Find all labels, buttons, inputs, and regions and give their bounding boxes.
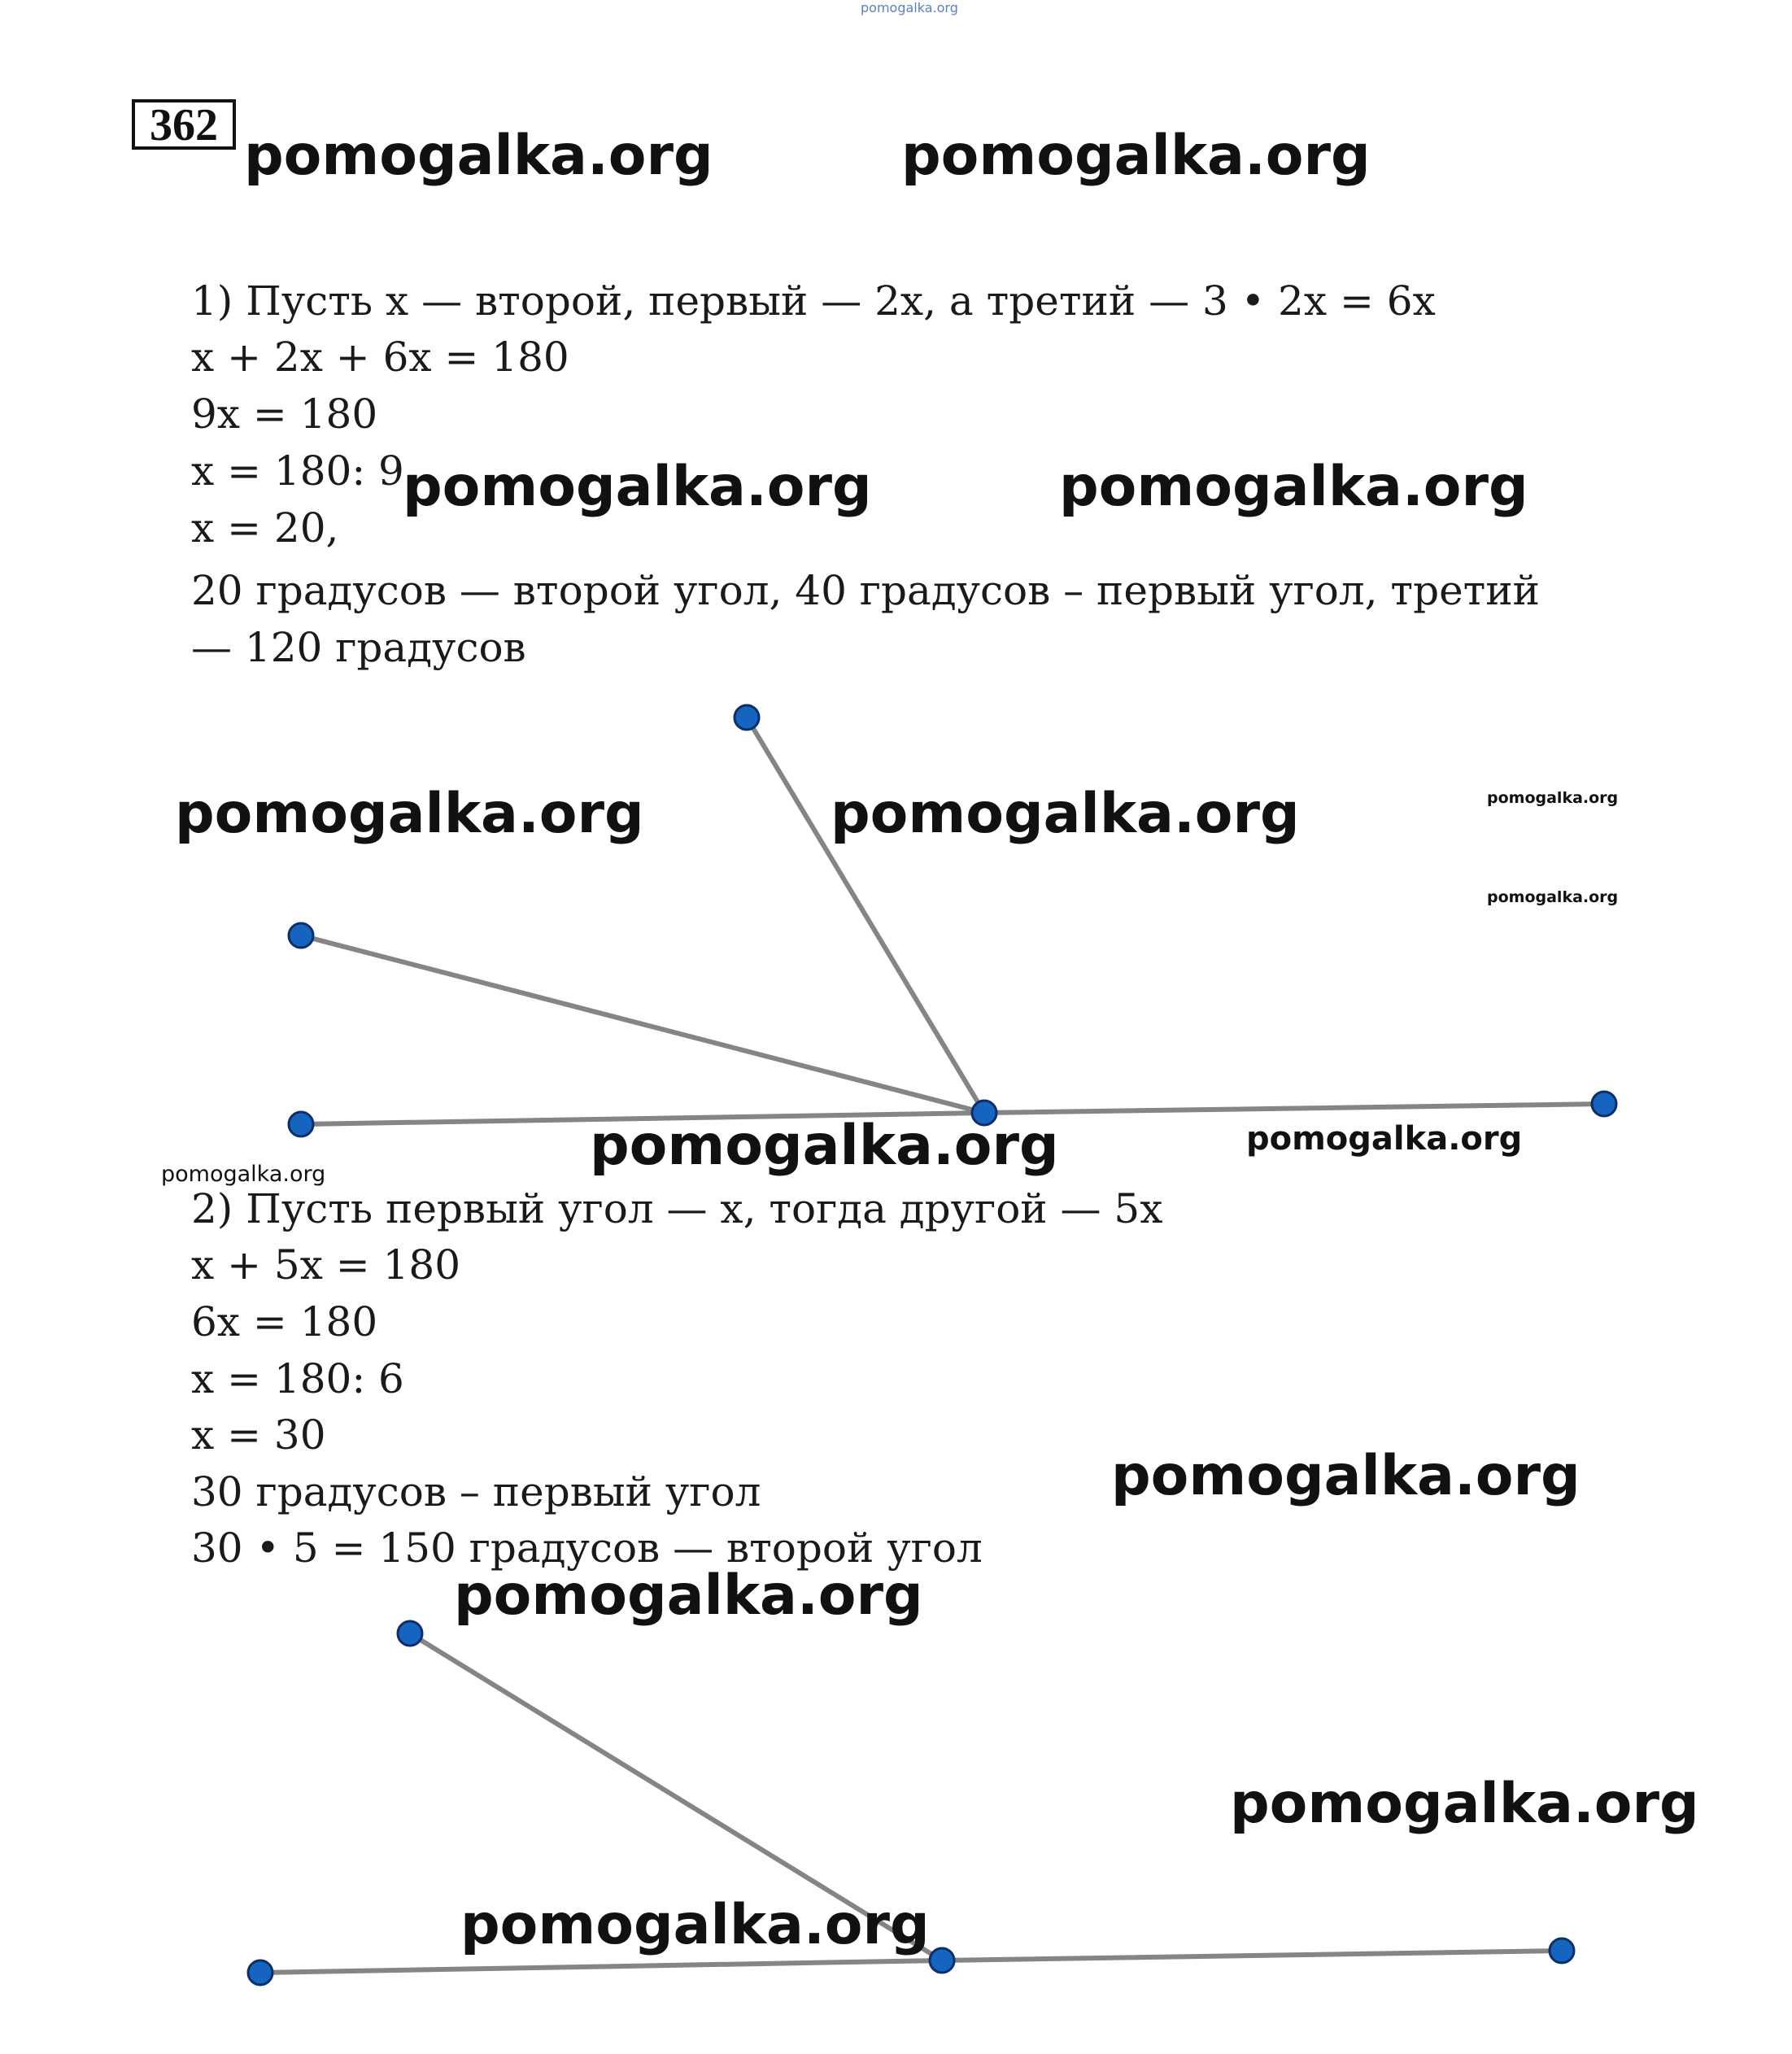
watermark: pomogalka.org	[901, 124, 1371, 188]
solution-line: x = 20,	[191, 504, 339, 552]
solution-line: 30 • 5 = 150 градусов — второй угол	[191, 1524, 983, 1572]
solution-line: x + 5x = 180	[191, 1241, 461, 1289]
watermark: pomogalka.org	[831, 782, 1300, 846]
solution-line: 30 градусов – первый угол	[191, 1468, 761, 1515]
watermark: pomogalka.org	[454, 1563, 923, 1628]
watermark: pomogalka.org	[403, 455, 872, 519]
watermark: pomogalka.org	[244, 124, 713, 188]
solution-line: x = 30	[191, 1411, 326, 1459]
solution-line: 20 градусов — второй угол, 40 градусов – первый угол, третий	[191, 567, 1540, 614]
solution-line: x = 180: 9	[191, 447, 404, 495]
solution-line: — 120 градусов	[191, 624, 526, 671]
watermark: pomogalka.org	[1230, 1772, 1699, 1836]
ray-endpoint	[1592, 1092, 1616, 1116]
watermark: pomogalka.org	[1059, 455, 1528, 519]
ray-endpoint	[289, 923, 313, 948]
ray-segment	[984, 1104, 1604, 1113]
watermark: pomogalka.org	[590, 1114, 1059, 1178]
watermark: pomogalka.org	[1487, 789, 1619, 807]
solution-line: 6x = 180	[191, 1298, 378, 1345]
watermark: pomogalka.org	[1246, 1120, 1523, 1158]
solution-line: x = 180: 6	[191, 1355, 404, 1402]
solution-line: x + 2x + 6x = 180	[191, 334, 569, 381]
ray-segment	[942, 1951, 1562, 1960]
ray-segment	[260, 1960, 942, 1973]
ray-segment	[747, 717, 984, 1113]
watermark: pomogalka.org	[175, 782, 644, 846]
watermark: pomogalka.org	[1487, 888, 1619, 906]
ray-endpoint	[289, 1112, 313, 1136]
vertex-point	[930, 1948, 954, 1973]
watermark: pomogalka.org	[161, 1162, 326, 1187]
ray-endpoint	[1550, 1938, 1574, 1963]
solution-line: 1) Пусть x — второй, первый — 2x, а третий — 3 • 2x = 6x	[191, 277, 1436, 325]
ray-endpoint	[248, 1960, 273, 1985]
task-number-box: 362	[132, 99, 236, 150]
ray-segment	[301, 935, 984, 1113]
watermark-top: pomogalka.org	[861, 0, 958, 15]
solution-line: 2) Пусть первый угол — x, тогда другой — 5x	[191, 1185, 1163, 1232]
watermark: pomogalka.org	[460, 1893, 930, 1957]
ray-endpoint	[735, 705, 759, 730]
solution-line: 9x = 180	[191, 390, 378, 438]
ray-endpoint	[398, 1621, 422, 1646]
watermark: pomogalka.org	[1111, 1444, 1581, 1508]
